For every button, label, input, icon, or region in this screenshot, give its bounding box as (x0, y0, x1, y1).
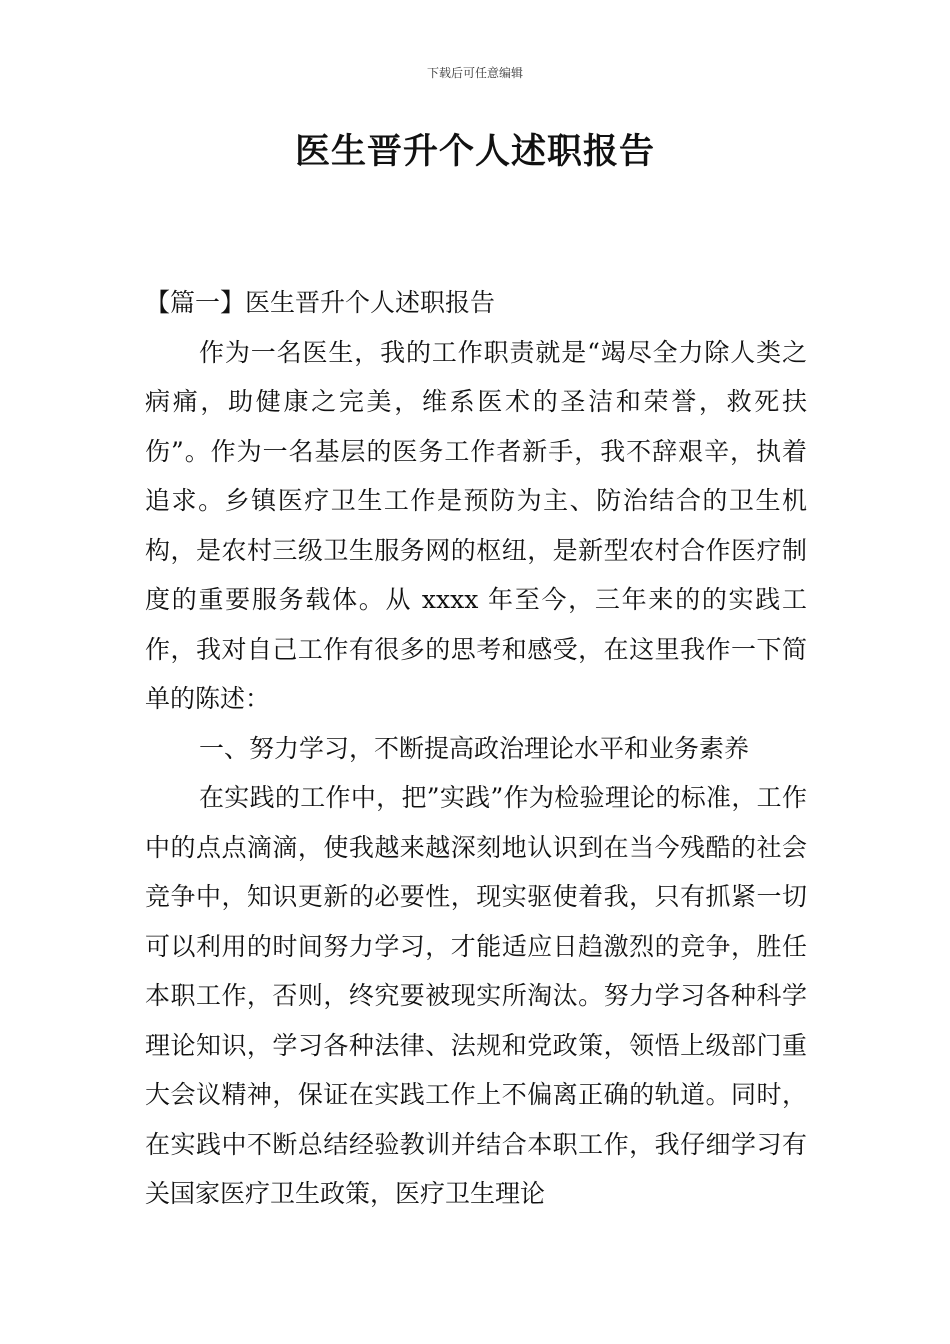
document-title: 医生晋升个人述职报告 (294, 131, 655, 172)
paragraph-intro: 作为一名医生，我的工作职责就是“竭尽全力除人类之病痛，助健康之完美，维系医术的圣洁和荣誉，救死扶伤”。作为一名基层的医务工作者新手，我不辞艰辛，执着追求。乡镇医疗卫生工作是预防为主、防治结合的卫生机构，是农村三级卫生服务网的枢纽，是新型农村合作医疗制度的重要服务载体。从 xxxx 年至今，三年来的的实践工作，我对自己工作有很多的思考和感受，在这里我作一下简单的陈述： (145, 337, 807, 713)
paragraph-study: 在实践的工作中，把”实践”作为检验理论的标准，工作中的点点滴滴，使我越来越深刻地认识到在当今残酷的社会竞争中，知识更新的必要性，现实驱使着我，只有抓紧一切可以利用的时间努力学习，才能适应日趋激烈的竞争，胜任本职工作，否则，终究要被现实所淘汰。努力学习各种科学理论知识，学习各种法律、法规和党政策，领悟上级部门重大会议精神，保证在实践工作上不偏离正确的轨道。同时，在实践中不断总结经验教训并结合本职工作，我仔细学习有关国家医疗卫生政策，医疗卫生理论 (145, 783, 807, 1208)
section-label: 【篇一】医生晋升个人述职报告 (145, 288, 496, 317)
document-body (145, 278, 807, 1219)
header-note: 下载后可任意编辑 (426, 66, 523, 80)
section-heading: 一、努力学习，不断提高政治理论水平和业务素养 (199, 733, 750, 763)
